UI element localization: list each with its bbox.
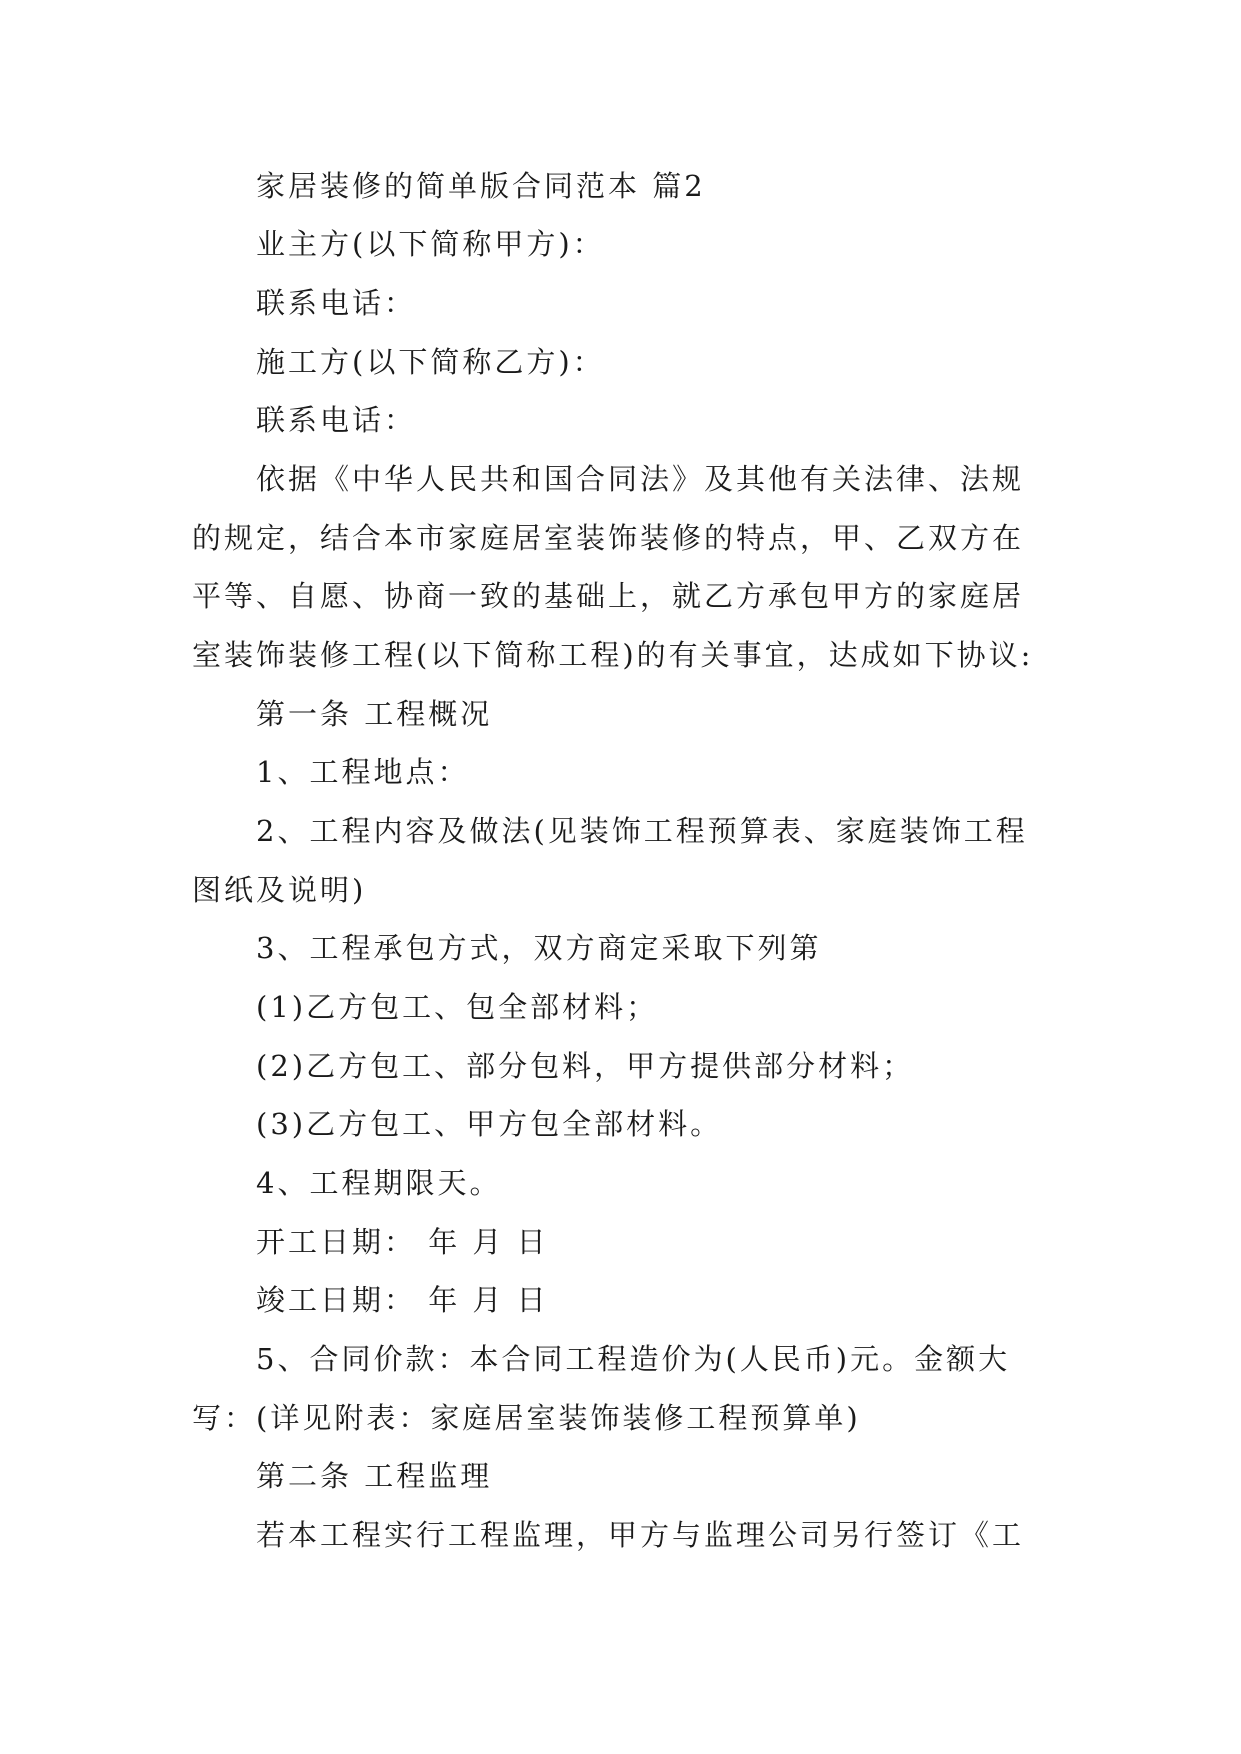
preamble-line: 的规定，结合本市家庭居室装饰装修的特点，甲、乙双方在 bbox=[192, 521, 1025, 555]
preamble-line: 室装饰装修工程(以下简称工程)的有关事宜，达成如下协议: bbox=[192, 638, 1034, 672]
clause-line: 图纸及说明) bbox=[192, 873, 367, 907]
start-date-line: 开工日期： 年 月 日 bbox=[256, 1225, 549, 1259]
clause-line: 4、工程期限天。 bbox=[256, 1166, 502, 1200]
owner-phone-line: 联系电话： bbox=[256, 286, 417, 320]
article-heading: 第二条 工程监理 bbox=[256, 1459, 493, 1493]
contractor-phone-line: 联系电话： bbox=[256, 403, 417, 437]
option-line: (3)乙方包工、甲方包全部材料。 bbox=[256, 1107, 723, 1141]
option-line: (2)乙方包工、部分包料，甲方提供部分材料； bbox=[256, 1049, 915, 1083]
option-line: (1)乙方包工、包全部材料； bbox=[256, 990, 659, 1024]
clause-line: 写：(详见附表：家庭居室装饰装修工程预算单) bbox=[192, 1401, 861, 1435]
preamble-line: 依据《中华人民共和国合同法》及其他有关法律、法规 bbox=[256, 462, 1025, 496]
document-title: 家居装修的简单版合同范本 篇2 bbox=[256, 169, 706, 203]
clause-line: 3、工程承包方式，双方商定采取下列第 bbox=[256, 931, 822, 965]
owner-party-line: 业主方(以下简称甲方)： bbox=[256, 227, 605, 261]
completion-date-line: 竣工日期： 年 月 日 bbox=[256, 1283, 549, 1317]
clause-line: 1、工程地点： bbox=[256, 755, 470, 789]
preamble-line: 平等、自愿、协商一致的基础上，就乙方承包甲方的家庭居 bbox=[192, 579, 1025, 613]
clause-line: 5、合同价款：本合同工程造价为(人民币)元。金额大 bbox=[256, 1342, 1011, 1376]
clause-line: 若本工程实行工程监理，甲方与监理公司另行签订《工 bbox=[256, 1518, 1025, 1552]
article-heading: 第一条 工程概况 bbox=[256, 697, 493, 731]
contractor-party-line: 施工方(以下简称乙方)： bbox=[256, 345, 605, 379]
clause-line: 2、工程内容及做法(见装饰工程预算表、家庭装饰工程 bbox=[256, 814, 1028, 848]
